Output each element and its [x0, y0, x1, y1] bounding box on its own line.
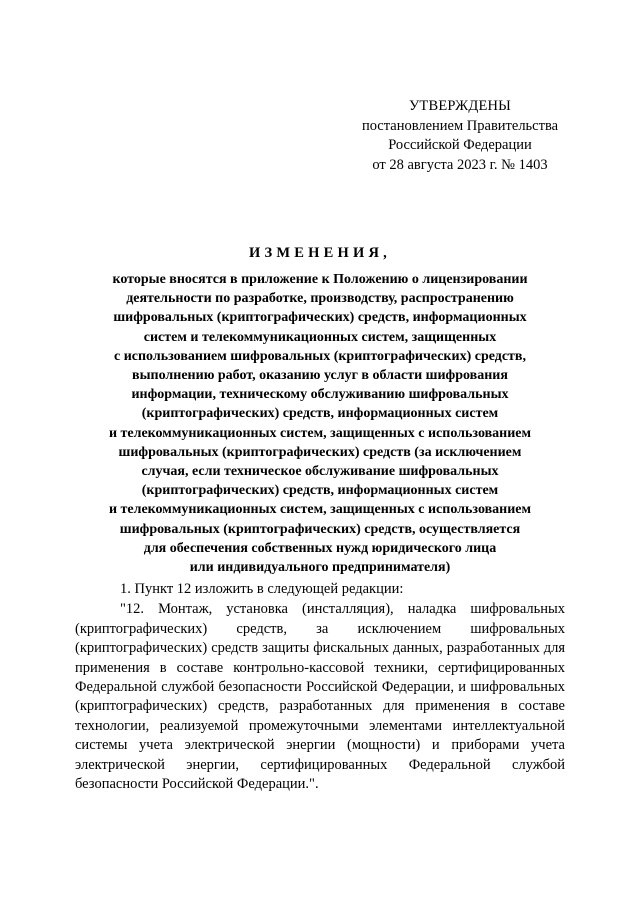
- subheading-line: информации, техническому обслуживанию шифровальных: [131, 387, 509, 403]
- item-quoted-text: "12. Монтаж, установка (инсталляция), наладка шифровальных (криптографических) средств, за исключением шифровальных (криптографических) средств защиты фискальных данных, разработанных для применения в составе контрольно-кассовой техники, сертифицированных Федеральной службой безопасности Российской Федерации, и шифровальных (криптографических) средств, разработанных для применения в составе технологии, реализуемой промежуточными элементами интеллектуальной системы учета электрической энергии (мощности) и приборами учета электрической энергии, сертифицированных Федеральной службой безопасности Российской Федерации.".: [75, 601, 565, 793]
- subheading-line: шифровальных (криптографических) средств, осуществляется: [119, 521, 521, 537]
- approval-stamp: [340, 97, 580, 175]
- subheading-line: шифровальных (криптографических) средств (за исключением: [118, 444, 522, 460]
- subheading-line: шифровальных (криптографических) средств, информационных: [113, 310, 527, 326]
- subheading-line: деятельности по разработке, производству, распространению: [126, 291, 514, 307]
- subheading-line: для обеспечения собственных нужд юридического лица: [143, 540, 497, 556]
- approval-line-date: от 28 августа 2023 г. № 1403: [372, 156, 548, 173]
- document-subheading: [60, 270, 580, 577]
- subheading-line: выполнению работ, оказанию услуг в области шифрования: [132, 368, 508, 384]
- approval-line-government: Российской Федерации: [388, 137, 532, 153]
- subheading-line: с использованием шифровальных (криптографических) средств,: [113, 348, 526, 364]
- subheading-line: (криптографических) средств, информационных систем: [141, 406, 499, 422]
- subheading-line: которые вносятся в приложение к Положению о лицензировании: [112, 272, 528, 287]
- subheading-line: и телекоммуникационных систем, защищенных с использованием: [108, 502, 532, 518]
- approval-line-decree: постановлением Правительства: [361, 117, 559, 134]
- item-intro: 1. Пункт 12 изложить в следующей редакции:: [120, 581, 404, 597]
- subheading-line: (криптографических) средств, информационных систем: [141, 483, 499, 499]
- document-heading: ИЗМЕНЕНИЯ,: [249, 245, 391, 261]
- subheading-line: или индивидуального предпринимателя): [189, 560, 451, 576]
- approval-title: УТВЕРЖДЕНЫ: [408, 98, 512, 114]
- subheading-line: и телекоммуникационных систем, защищенных с использованием: [108, 425, 532, 441]
- subheading-line: случая, если техническое обслуживание шифровальных: [141, 464, 499, 480]
- document-body: [75, 580, 565, 794]
- subheading-line: систем и телекоммуникационных систем, защищенных: [143, 329, 497, 345]
